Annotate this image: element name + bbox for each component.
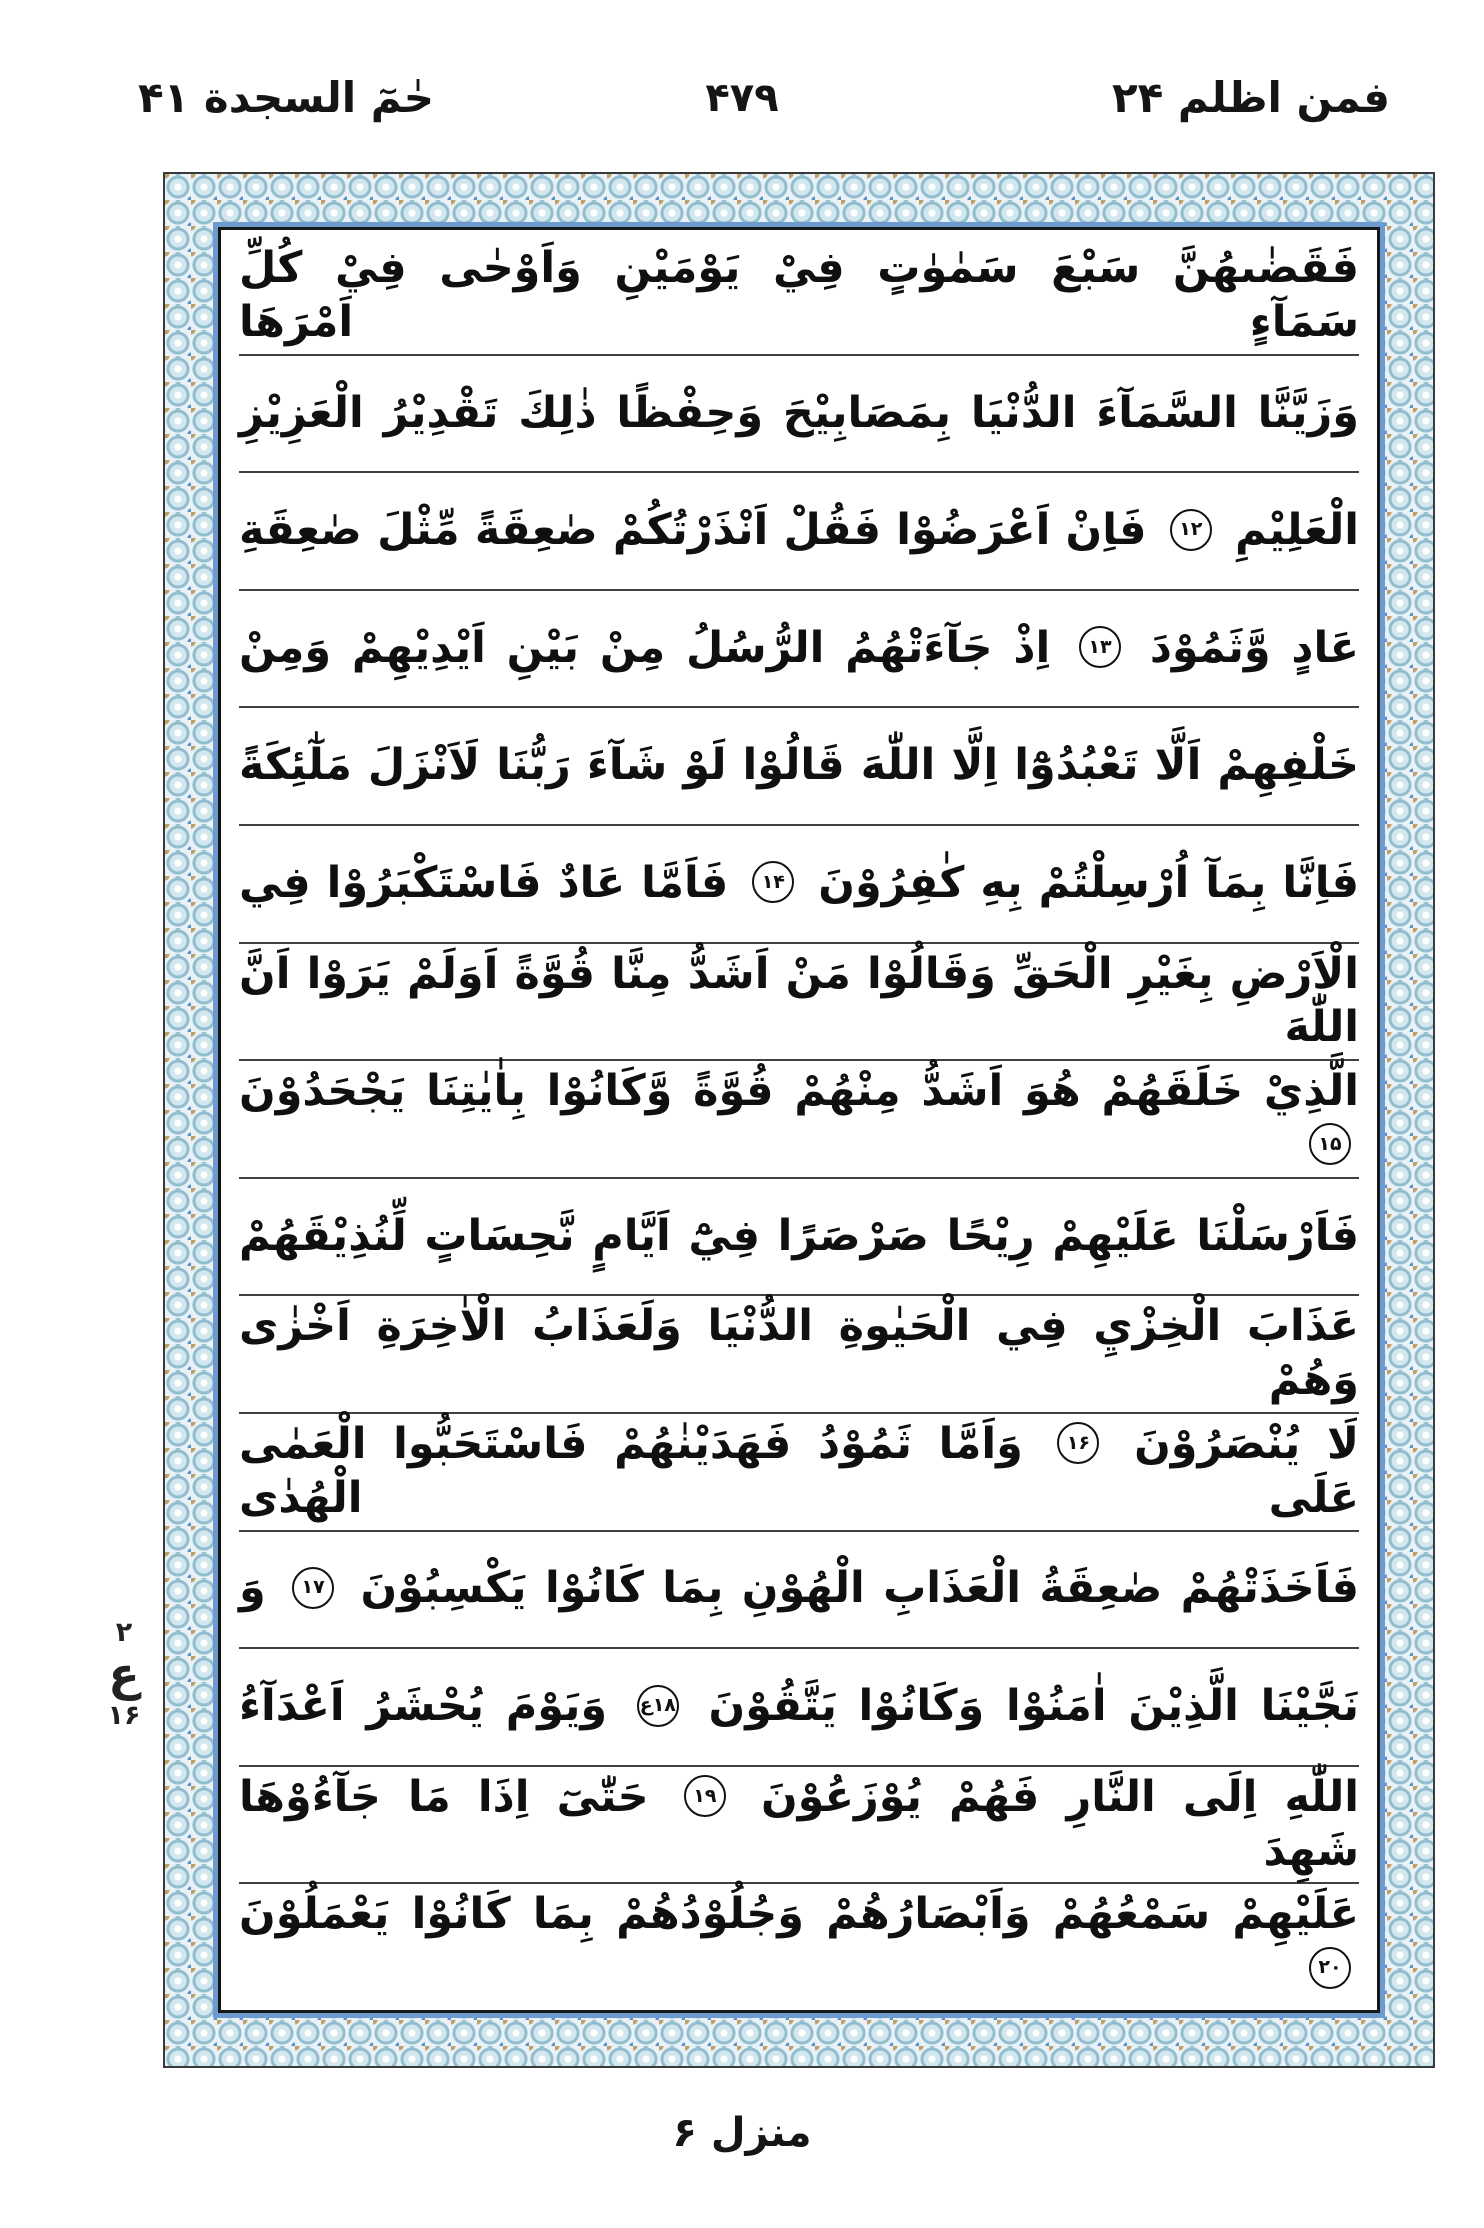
quran-line-text: وَزَيَّنَّا السَّمَآءَ الدُّنْيَا بِمَصَابِيْحَ وَحِفْظًا ذٰلِكَ تَقْدِيْرُ الْعَزِيْزِ: [239, 387, 1359, 438]
quran-line-text: عَلَيْهِمْ سَمْعُهُمْ وَاَبْصَارُهُمْ وَجُلُوْدُهُمْ بِمَا كَانُوْا يَعْمَلُوْنَ ۲۰: [239, 1888, 1359, 1996]
quran-line: [239, 591, 1359, 709]
quran-line: [239, 1767, 1359, 1885]
ayah-marker: ۱۸ع: [637, 1685, 679, 1727]
ruku-number: ۱۶: [107, 1700, 141, 1731]
ruku-marker: [88, 1618, 160, 1732]
quran-line-text: الَّذِيْ خَلَقَهُمْ هُوَ اَشَدُّ مِنْهُمْ قُوَّةً وَّكَانُوْا بِاٰيٰتِنَا يَجْحَدُوْنَ ۱۵: [239, 1065, 1359, 1173]
quran-line: [239, 944, 1359, 1062]
surah-name-header: حٰمٓ السجدة ۴۱: [138, 73, 434, 122]
decorative-border-frame: [163, 172, 1435, 2068]
ayah-marker: ۱۷: [292, 1567, 334, 1609]
quran-line: [239, 1649, 1359, 1767]
ayah-marker: ۱۴: [752, 861, 794, 903]
quran-line-text: لَا يُنْصَرُوْنَ ۱۶ وَاَمَّا ثَمُوْدُ فَهَدَيْنٰهُمْ فَاسْتَحَبُّوا الْعَمٰى عَلَى الْهُدٰى: [239, 1418, 1359, 1523]
ayah-marker: ۲۰: [1309, 1947, 1351, 1989]
quran-line: [239, 1532, 1359, 1650]
quran-line: [239, 356, 1359, 474]
ayah-marker: ۱۳: [1079, 626, 1121, 668]
quran-line: [239, 1884, 1359, 2000]
quran-line-text: فَقَضٰىهُنَّ سَبْعَ سَمٰوٰتٍ فِيْ يَوْمَيْنِ وَاَوْحٰى فِيْ كُلِّ سَمَآءٍ اَمْرَهَا: [239, 243, 1359, 347]
quran-line-text: فَاِنَّا بِمَآ اُرْسِلْتُمْ بِهِ كٰفِرُوْنَ ۱۴ فَاَمَّا عَادٌ فَاسْتَكْبَرُوْا فِي: [239, 857, 1359, 908]
quran-line-text: اللّٰهِ اِلَى النَّارِ فَهُمْ يُوْزَعُوْنَ ۱۹ حَتّٰىٓ اِذَا مَا جَآءُوْهَا شَهِدَ: [239, 1771, 1359, 1876]
text-block: [218, 227, 1380, 2013]
quran-line-text: الْاَرْضِ بِغَيْرِ الْحَقِّ وَقَالُوْا مَنْ اَشَدُّ مِنَّا قُوَّةً اَوَلَمْ يَرَوْا اَنَّ اللّٰهَ: [239, 948, 1359, 1053]
ain-symbol: ع: [108, 1647, 140, 1701]
page-number: ۴۷۹: [705, 75, 779, 121]
quran-line: [239, 1414, 1359, 1532]
quran-line-text: عَذَابَ الْخِزْيِ فِي الْحَيٰوةِ الدُّنْيَا وَلَعَذَابُ الْاٰخِرَةِ اَخْزٰى وَهُمْ: [239, 1301, 1359, 1406]
quran-line: [239, 708, 1359, 826]
quran-line: [239, 1296, 1359, 1414]
ayah-marker: ۱۶: [1057, 1422, 1099, 1464]
ruku-count: ۲: [115, 1617, 133, 1648]
quran-line-text: فَاَرْسَلْنَا عَلَيْهِمْ رِيْحًا صَرْصَرًا فِيْٓ اَيَّامٍ نَّحِسَاتٍ لِّنُذِيْقَهُمْ: [239, 1210, 1359, 1261]
quran-line-text: الْعَلِيْمِ ۱۲ فَاِنْ اَعْرَضُوْا فَقُلْ اَنْذَرْتُكُمْ صٰعِقَةً مِّثْلَ صٰعِقَةِ: [239, 505, 1360, 556]
quran-line-text: فَاَخَذَتْهُمْ صٰعِقَةُ الْعَذَابِ الْهُوْنِ بِمَا كَانُوْا يَكْسِبُوْنَ ۱۷ وَ: [239, 1563, 1359, 1614]
quran-line: [239, 1061, 1359, 1179]
quran-line: [239, 473, 1359, 591]
quran-line-text: نَجَّيْنَا الَّذِيْنَ اٰمَنُوْا وَكَانُوْا يَتَّقُوْنَ ۱۸ع وَيَوْمَ يُحْشَرُ اَعْدَآءُ: [239, 1681, 1359, 1732]
ayah-marker: ۱۲: [1170, 509, 1212, 551]
quran-line: [239, 238, 1359, 356]
quran-line-text: عَادٍ وَّثَمُوْدَ ۱۳ اِذْ جَآءَتْهُمُ الرُّسُلُ مِنْ بَيْنِ اَيْدِيْهِمْ وَمِنْ: [239, 622, 1359, 673]
quran-line-text: خَلْفِهِمْ اَلَّا تَعْبُدُوْٓا اِلَّا اللّٰهَ قَالُوْا لَوْ شَآءَ رَبُّنَا لَاَنْزَلَ مَلٰٓئِكَةً: [239, 740, 1359, 791]
quran-line: [239, 826, 1359, 944]
quran-line: [239, 1179, 1359, 1297]
juz-name-header: فمن اظلم ۲۴: [1111, 73, 1390, 122]
ayah-marker: ۱۵: [1309, 1123, 1351, 1165]
ayah-marker: ۱۹: [684, 1775, 726, 1817]
manzil-label: منزل ۶: [672, 2110, 812, 2156]
